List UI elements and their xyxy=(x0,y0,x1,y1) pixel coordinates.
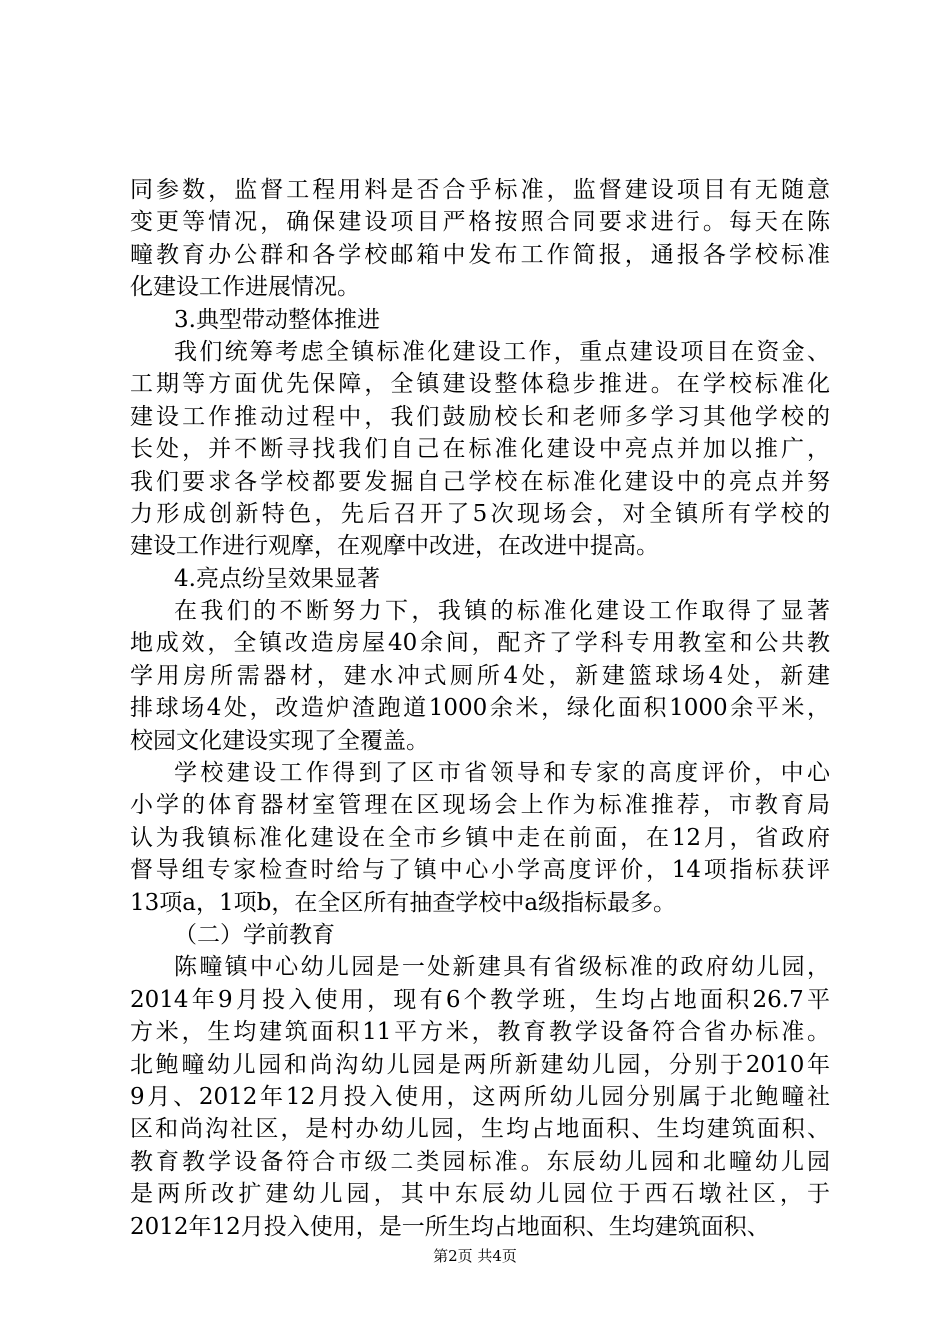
paragraph xyxy=(130,336,830,563)
text-line: 是两所改扩建幼儿园，其中东辰幼儿园位于西石墩社区，于 xyxy=(130,1181,830,1208)
text-line: 建设工作推动过程中，我们鼓励校长和老师多学习其他学校的 xyxy=(130,403,830,430)
text-line: 建设工作进行观摩，在观摩中改进，在改进中提高。 xyxy=(130,533,659,560)
text-line: 我们统筹考虑全镇标准化建设工作，重点建设项目在资金、 xyxy=(174,338,830,365)
text-line: 2014年9月投入使用，现有6个教学班，生均占地面积26.7平 xyxy=(130,986,830,1013)
text-line: 地成效，全镇改造房屋40余间，配齐了学科专用教室和公共教 xyxy=(130,630,830,657)
text-line: 区和尚沟社区，是村办幼儿园，生均占地面积、生均建筑面积、 xyxy=(130,1116,830,1143)
text-line: 力形成创新特色，先后召开了5次现场会，对全镇所有学校的 xyxy=(130,500,830,527)
text-line: 3.典型带动整体推进 xyxy=(174,306,380,333)
document-body xyxy=(130,174,830,1243)
text-line: 校园文化建设实现了全覆盖。 xyxy=(130,727,429,754)
text-line: 13项a，1项b，在全区所有抽查学校中a级指标最多。 xyxy=(130,889,677,916)
section-heading xyxy=(130,563,830,595)
text-line: 教育教学设备符合市级二类园标准。东辰幼儿园和北疃幼儿园 xyxy=(130,1148,830,1175)
section-heading xyxy=(130,919,830,951)
paragraph xyxy=(130,757,830,919)
page-number: 第2页 共4页 xyxy=(433,1247,517,1265)
text-line: 陈疃镇中心幼儿园是一处新建具有省级标准的政府幼儿园， xyxy=(174,954,830,981)
text-line: 学用房所需器材，建水冲式厕所4处，新建篮球场4处，新建 xyxy=(130,662,830,689)
paragraph xyxy=(130,951,830,1243)
text-line: 9月、2012年12月投入使用，这两所幼儿园分别属于北鲍疃社 xyxy=(130,1083,830,1110)
paragraph xyxy=(130,174,830,304)
paragraph xyxy=(130,595,830,757)
text-line: 长处，并不断寻找我们自己在标准化建设中亮点并加以推广， xyxy=(130,436,830,463)
text-line: （二）学前教育 xyxy=(174,921,335,948)
text-line: 2012年12月投入使用，是一所生均占地面积、生均建筑面积、 xyxy=(130,1213,770,1240)
text-line: 北鲍疃幼儿园和尚沟幼儿园是两所新建幼儿园，分别于2010年 xyxy=(130,1051,830,1078)
text-line: 4.亮点纷呈效果显著 xyxy=(174,565,380,592)
page-footer xyxy=(0,1246,950,1266)
text-line: 在我们的不断努力下，我镇的标准化建设工作取得了显著 xyxy=(174,598,830,625)
text-line: 认为我镇标准化建设在全市乡镇中走在前面，在12月，省政府 xyxy=(130,824,830,851)
text-line: 变更等情况，确保建设项目严格按照合同要求进行。每天在陈 xyxy=(130,209,830,236)
text-line: 同参数，监督工程用料是否合乎标准，监督建设项目有无随意 xyxy=(130,177,830,203)
text-line: 督导组专家检查时给与了镇中心小学高度评价，14项指标获评 xyxy=(130,857,830,884)
text-line: 工期等方面优先保障，全镇建设整体稳步推进。在学校标准化 xyxy=(130,371,830,398)
section-heading xyxy=(130,304,830,336)
text-line: 疃教育办公群和各学校邮箱中发布工作简报，通报各学校标准 xyxy=(130,241,830,268)
text-line: 排球场4处，改造炉渣跑道1000余米，绿化面积1000余平米， xyxy=(130,695,830,722)
text-line: 化建设工作进展情况。 xyxy=(130,274,360,301)
text-line: 学校建设工作得到了区市省领导和专家的高度评价，中心 xyxy=(174,760,830,787)
text-line: 小学的体育器材室管理在区现场会上作为标准推荐，市教育局 xyxy=(130,792,830,819)
text-line: 方米，生均建筑面积11平方米，教育教学设备符合省办标准。 xyxy=(130,1019,830,1046)
text-line: 我们要求各学校都要发掘自己学校在标准化建设中的亮点并努 xyxy=(130,468,830,495)
